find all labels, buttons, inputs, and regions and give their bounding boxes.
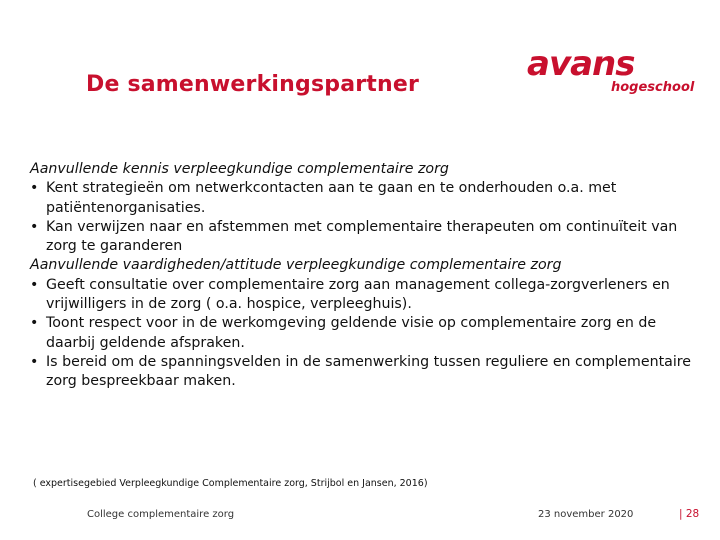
bullet-text: Toont respect voor in de werkomgeving geldende visie op complementaire zorg en de daarbij geldende afspraken. <box>46 315 657 351</box>
bullet-dot: • <box>30 180 39 197</box>
logo-wordmark: avans <box>527 44 635 84</box>
slide-body <box>30 160 700 392</box>
citation: ( expertisegebied Verpleegkundige Complementaire zorg, Strijbol en Jansen, 2016) <box>33 478 428 489</box>
footer-date: 23 november 2020 <box>538 509 634 520</box>
bullet-dot: • <box>30 218 39 235</box>
bullet-text: Geeft consultatie over complementaire zorg aan management collega-zorgverleners en vrijwilligers in de zorg ( o.a. hospice, verpleeghuis). <box>46 276 670 313</box>
bullet-text: Kent strategieën om netwerkcontacten aan te gaan en te onderhouden o.a. met patiëntenorganisaties. <box>46 180 617 216</box>
bullet-item <box>30 179 700 218</box>
slide-title: De samenwerkingspartner <box>86 72 420 97</box>
bullet-item <box>30 276 700 315</box>
bullet-dot: • <box>30 353 39 370</box>
page-number: | 28 <box>679 508 700 520</box>
footer-course: College complementaire zorg <box>87 509 235 520</box>
bullet-item <box>30 353 700 392</box>
bullet-item <box>30 218 700 257</box>
avans-logo <box>527 44 695 100</box>
bullet-dot: • <box>30 315 39 332</box>
logo-subtitle: hogeschool <box>611 80 695 95</box>
section-heading: Aanvullende vaardigheden/attitude verpleegkundige complementaire zorg <box>30 257 562 274</box>
bullet-dot: • <box>30 276 39 293</box>
bullet-item <box>30 314 700 353</box>
section-heading: Aanvullende kennis verpleegkundige complementaire zorg <box>30 161 449 177</box>
bullet-text: Kan verwijzen naar en afstemmen met complementaire therapeuten om continuïteit van zorg te garanderen <box>46 218 678 255</box>
bullet-text: Is bereid om de spanningsvelden in de samenwerking tussen reguliere en complementaire zorg bespreekbaar maken. <box>46 353 692 390</box>
